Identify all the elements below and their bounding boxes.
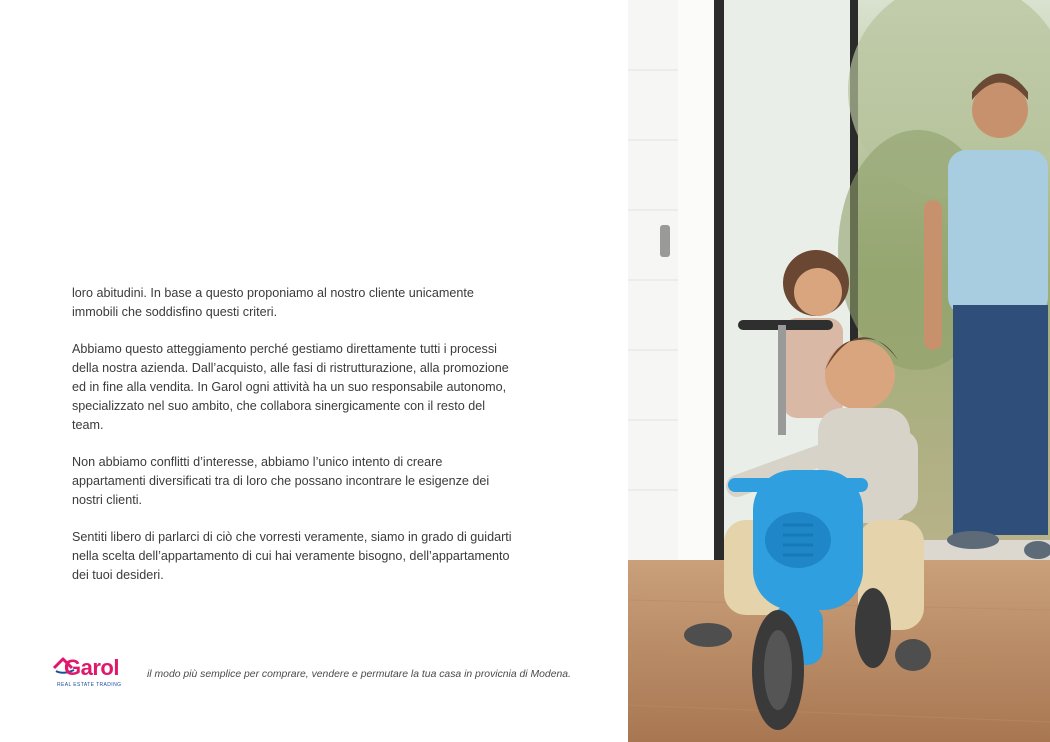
logo-subtitle: REAL ESTATE TRADING bbox=[57, 682, 122, 688]
body-text bbox=[72, 284, 517, 604]
paragraph-2: Abbiamo questo atteggiamento perché gestiamo direttamente tutti i processi della nostra azienda. Dall’acquisto, alle fasi di ristrutturazione, alla promozione ed in fine alla vendita. In Garol ogni attività ha un suo responsabile autonomo, specializzato nel suo ambito, che collabora sinergicamente con il resto del team. bbox=[72, 342, 509, 432]
paragraph-3: Non abbiamo conflitti d’interesse, abbiamo l’unico intento di creare appartamenti diversificati tra di loro che possano incontrare le esigenze dei nostri clienti. bbox=[72, 455, 490, 507]
photo-illustration bbox=[628, 0, 1050, 742]
paragraph-1: loro abitudini. In base a questo proponiamo al nostro cliente unicamente immobili che soddisfino questi criteri. bbox=[72, 286, 474, 319]
garol-logo bbox=[52, 655, 126, 691]
family-kids-photo bbox=[628, 0, 1050, 742]
footer-tagline: il modo più semplice per comprare, vendere e permutare la tua casa in provicnia di Modena. bbox=[147, 669, 571, 680]
logo-wordmark: Garol bbox=[64, 655, 119, 680]
paragraph-4: Sentiti libero di parlarci di ciò che vorresti veramente, siamo in grado di guidarti nella scelta dell’appartamento di cui hai veramente bisogno, dell’appartamento dei tuoi desideri. bbox=[72, 530, 512, 582]
